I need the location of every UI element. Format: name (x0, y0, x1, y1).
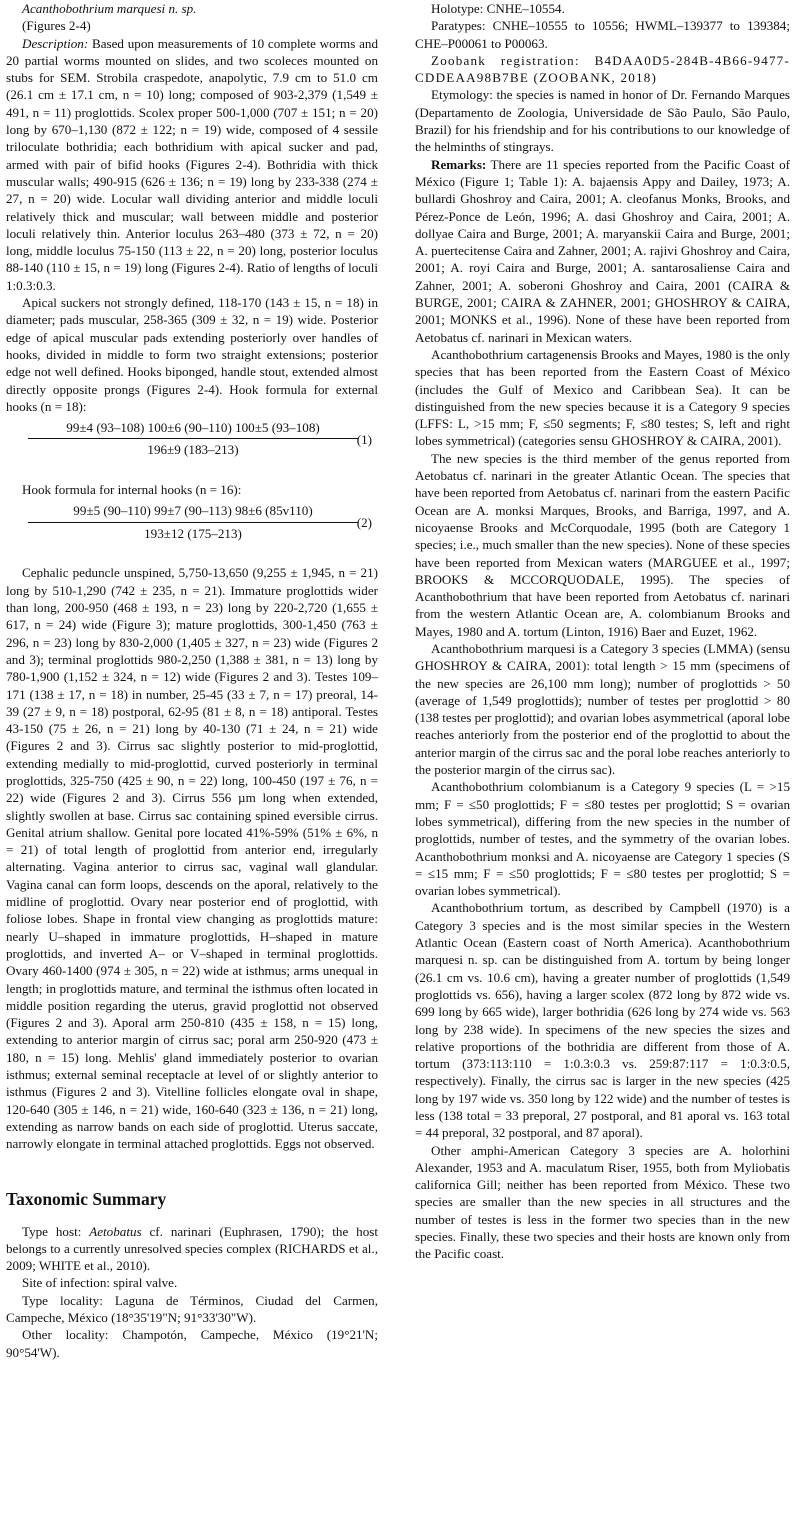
cartagenensis-paragraph: Acanthobothrium cartagenensis Brooks and Mayes, 1980 is the only species that has been reported from the Eastern Coast of México (includes the Gulf of Mexico and Caribbean Sea). It can be distinguished from the new species because it is a Category 9 species (LFFS: L, >15 mm; F, ≤50 segments; F, ≤80 testes; S, left and right lobes symmetrical) (categories sensu GHOSHROY & CAIRA, 2001). (415, 346, 790, 449)
type-host: Type host: Aetobatus cf. narinari (Euphrasen, 1790); the host belongs to a currently unresolved species complex (RICHARDS et al., 2009; WHITE et al., 2010). (6, 1223, 378, 1274)
figures-ref: (Figures 2-4) (22, 18, 91, 34)
tortum-paragraph: Acanthobothrium tortum, as described by Campbell (1970) is a Category 3 species and is the most similar species in the Western Atlantic Ocean (Eastern coast of North America). Acanthobothrium marquesi n. sp. can be distinguished from A. tortum by being longer (26.1 cm vs. 10.6 cm), having a greater number of proglottids (1,549 proglottids vs. 656), having a larger scolex (872 long by 872 wide vs. 699 long by 665 wide), larger bothridia (626 long by 274 wide vs. 563 long by 238 wide). In specimens of the new species the sizes and relative proportions of the bothridia are different from those of A. tortum (373:113:110 = 1:0.3:0.3 vs. 259:87:117 = 1:0.3:0.5, respectively). Finally, the cirrus sac is larger in the new species (425 long by 197 wide vs. 350 long by 122 wide) and the number of testes is less (138 total = 33 preporal, 27 postporal, and 81 aporal vs. 163 total = 44 preporal, 32 postporal, and 87 aporal). (415, 900, 790, 1141)
amphi-american-paragraph: Other amphi-American Category 3 species are A. holorhini Alexander, 1953 and A. maculatum Riser, 1955, both from Myliobatis californica Gill; neither has been reported from México. These two species are smaller than the new species in all structures and the number of testes is less in the former two species than in the new species. Finally, these two species and their hosts are known only from the Pacific coast. (415, 1142, 790, 1262)
right-column (415, 0, 790, 1263)
marquesi-category-paragraph: Acanthobothrium marquesi is a Category 3 species (LMMA) (sensu GHOSHROY & CAIRA, 2001): total length > 15 mm (specimens of the new species are 26,100 mm long); number of proglottids > 50 (average of 1,549 proglottids); number of testes per proglottid > 80 (138 testes per proglottid); and ovarian lobes asymmetrical (aporal lobe reaches anteriorly from the posterior end of the proglottid to about the anterior margin of the cirrus sac and the poral lobe reaches anteriorly to the posterior margin of the cirrus sac). (415, 640, 790, 778)
remarks-paragraph: Remarks: There are 11 species reported from the Pacific Coast of México (Figure 1; Table 1): A. bajaensis Appy and Dailey, 1973; A. bullardi Ghoshroy and Caira, 2001; A. cleofanus Monks, Brooks, and Pérez-Ponce de León, 1996; A. dasi Ghoshroy and Caira, 2001; A. dollyae Caira and Burge, 2001; A. maryanskii Caira and Burge, 2001; A. puertecitense Caira and Zahner, 2001; A. rajivi Ghoshroy and Caira, 2001; A. royi Caira and Burge, 2001; A. santarosaliense Caira and Zahner, 2001; A. soberoni Ghoshroy and Caira, 2001 (CAIRA & BURGE, 2001; CAIRA & ZAHNER, 2001; GHOSHROY & CAIRA, 2001; MONKS et al., 1996). None of these have been reported from Aetobatus cf. narinari in Mexican waters. (415, 156, 790, 345)
etymology: Etymology: the species is named in honor of Dr. Fernando Marques (Departamento de Zoologia, Universidade de São Paulo, São Paulo, Brazil) for his friendship and for his contributions to our knowledge of the helminths of stingrays. (415, 87, 790, 155)
internal-hooks-intro: Hook formula for internal hooks (n = 16): (22, 482, 242, 498)
other-locality: Other locality: Champotón, Campeche, México (19°21'N; 90°54'W). (6, 1327, 378, 1360)
species-title: Acanthobothrium marquesi n. sp. (22, 1, 197, 16)
third-member-paragraph: The new species is the third member of the genus reported from Aetobatus cf. narinari in the greater Atlantic Ocean. The species that have been reported from Aetobatus cf. narinari from the eastern Pacific Ocean are A. monksi Marques, Brooks, and Barriga, 1997, and A. nicoyaense Brooks and McCorquodale, 1995 (both are Category 1 species; i.e., much smaller than the new species). None of these species have been reported from Mexican waters (MARGUEE et al., 1997; BROOKS & MCCORQUODALE, 1995). The species of Acanthobothrium that have been reported from Aetobatus cf. narinari from the western Atlantic Ocean are, A. colombianum Brooks and Mayes, 1980 and A. tortum (Linton, 1916) Baer and Euzet, 1962. (415, 450, 790, 639)
formula2-number: (2) (356, 515, 372, 531)
left-column (6, 0, 378, 1361)
description-paragraph: Description: Based upon measurements of 10 complete worms and 20 partial worms mounted on slides, and two scoleces mounted on stubs for SEM. Strobila craspedote, anapolytic, 7.9 cm to 51.0 cm (26.1 cm ± 17.1 cm, n = 10) long; composed of 903-2,379 (1,549 ± 491, n = 11) proglottids. Scolex proper 500-1,000 (707 ± 151; n = 20) long by 670–1,130 (872 ± 122; n = 19) wide, composed of 4 sessile triloculate bothridia; each bothridium with apical sucker and pad, armed with pair of bifid hooks (Figures 2-4). Bothridia with thick muscular walls; 490-915 (626 ± 136; n = 19) long by 233-338 (274 ± 27, n = 20) wide. Locular wall dividing anterior and middle loculi relatively thick and muscular; wall between middle and posterior loculi relatively thin. Anterior loculus 263–480 (373 ± 72, n = 20) long, middle loculus 75-150 (113 ± 22, n = 20) long, posterior loculus 88-140 (110 ± 15, n = 19) long (Figures 2-4). Ratio of lengths of loculi 1:0.3:0.3. (6, 35, 378, 293)
colombianum-paragraph: Acanthobothrium colombianum is a Category 9 species (L = >15 mm; F = ≤50 proglottids; F = ≤80 testes per proglottid; S = ovarian lobes symmetrical), differing from the new species in the number of proglottids, number of testes, and the symmetry of the ovarian lobes. Acanthobothrium monksi and A. nicoyaense are Category 1 species (S = ≤15 mm; F = ≤50 proglottids; F = ≤80 testes per proglottid; S = ovarian lobes symmetrical). (415, 779, 790, 899)
peduncle-paragraph: Cephalic peduncle unspined, 5,750-13,650 (9,255 ± 1,945, n = 21) long by 510-1,290 (742 ± 235, n = 21). Immature proglottids wider than long, 200-950 (468 ± 193, n = 23) long by 220-2,720 (1,655 ± 617, n = 24) wide (Figure 3); mature proglottids, 300-1,450 (763 ± 296, n = 23) long by 830-2,000 (1,405 ± 327, n = 23) wide (Figures 2 and 3); terminal proglottids 980-2,250 (1,388 ± 381, n = 13) long by 780-1,900 (1,152 ± 324, n = 12) wide (Figures 2 and 3). Testes 109–171 (138 ± 17, n = 18) in number, 25-45 (33 ± 7, n = 17) preoral, 14-39 (27 ± 9, n = 18) postporal, 62-95 (81 ± 8, n = 18) antiporal. Testes 43-150 (75 ± 26, n = 21) long by 40-130 (71 ± 24, n = 21) wide (Figures 2 and 3). Cirrus sac slightly posterior to mid-proglottid, extending medially to mid-proglottid, curved posteriorly in terminal proglottids, 325-750 (425 ± 90, n = 22) long, 100-450 (197 ± 76, n = 22) wide (Figures 2 and 3). Cirrus 556 µm long when extended, slightly swollen at base. Cirrus sac containing spined eversible cirrus. Genital atrium shallow. Genital pore located 41%-59% (51% ± 6%, n = 21) of total length of proglottid from anterior end, irregularly alternating. Vagina anterior to cirrus sac, vaginal wall glandular. Vagina canal can form loops, descends on the aporal, relatively to the midline of proglottid. Ovary near posterior end of proglottid, with foliose lobes. Shape in frontal view changing as proglottids mature: nearly U–shaped in immature proglottids, H–shaped in mature proglottids, and inverted A– or V–shaped in terminal proglottids. Ovary 460-1400 (974 ± 305, n = 22) wide at isthmus; arms unequal in length; in proglottids mature, and terminal the isthmus often located in middle position regarding the uterus, gravid proglottid not observed (Figures 2 and 3). Aporal arm 250-810 (435 ± 158, n = 15) long, extending to anterior margin of cirrus sac; poral arm 250-920 (473 ± 180, n = 15) long. Mehlis' gland immediately posterior to ovarian isthmus; external seminal receptacle at level of or slightly anterior to isthmus (Figures 2 and 3). Vitelline follicles elongate oval in shape, 120-640 (305 ± 146, n = 21) wide, 160-640 (323 ± 136, n = 21) long, extending as narrow bands on each side of proglottid. Uterus saccate, narrowly elongate in terminal attached proglottids. Eggs not observed. (6, 565, 378, 1152)
formula1-numerator: 99±4 (93–108) 100±6 (90–110) 100±5 (93–108) (28, 419, 358, 439)
section-heading: Taxonomic Summary (6, 1188, 167, 1209)
paratypes: Paratypes: CNHE–10555 to 10556; HWML–139377 to 139384; CHE–P00061 to P00063. (415, 18, 790, 51)
zoobank-registration: Zoobank registration: B4DAA0D5-284B-4B66-9477-CDDEAA98B7BE (ZOOBANK, 2018) (415, 52, 790, 86)
site-of-infection: Site of infection: spiral valve. (22, 1275, 178, 1291)
external-hook-formula (6, 419, 378, 477)
holotype: Holotype: CNHE–10554. (431, 1, 565, 16)
type-locality: Type locality: Laguna de Términos, Ciudad del Carmen, Campeche, México (18°35'19"N; 91°33'30"W). (6, 1292, 378, 1325)
formula1-number: (1) (356, 432, 372, 448)
apical-suckers-paragraph: Apical suckers not strongly defined, 118-170 (143 ± 15, n = 18) in diameter; pads muscular, 258-365 (309 ± 32, n = 19) wide. Posterior edge of apical muscular pads extending posteriorly over handles of hooks, divided in middle to form two straight extensions; posterior edge not well defined. Hooks biponged, handle stout, extended almost directly opposite prongs (Figures 2-4). Hook formula for external hooks (n = 18): (6, 295, 378, 414)
formula2-numerator: 99±5 (90–110) 99±7 (90–113) 98±6 (85v110) (28, 502, 358, 522)
formula2-denominator: 193±12 (175–213) (144, 525, 242, 541)
formula1-denominator: 196±9 (183–213) (147, 442, 239, 458)
internal-hook-formula (6, 502, 378, 560)
